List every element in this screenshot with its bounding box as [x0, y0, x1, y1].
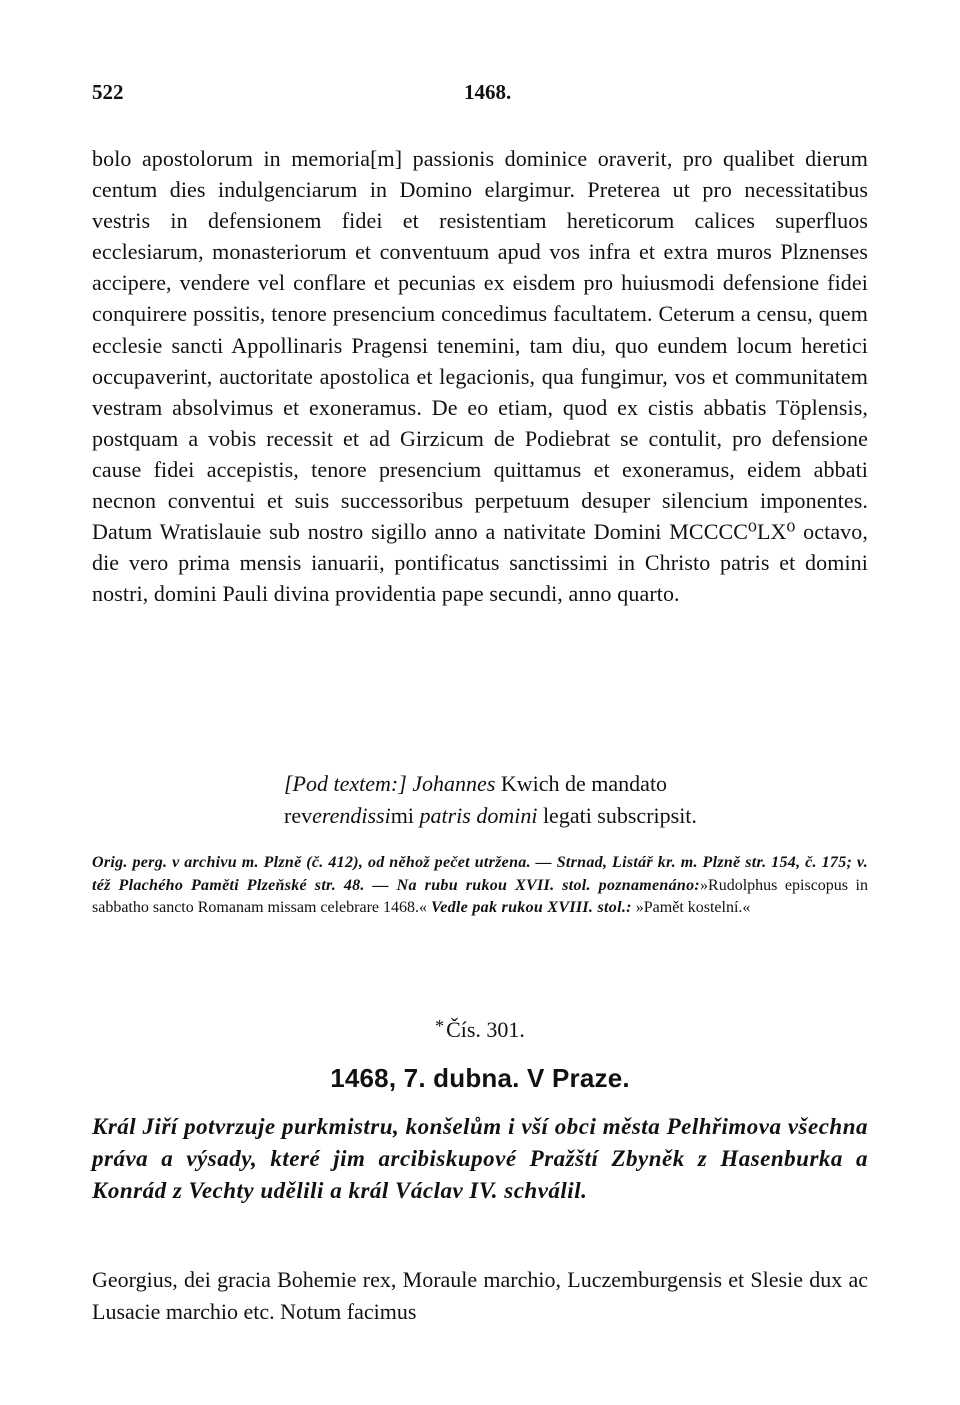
- charter-text: bolo apostolorum in memoria[m] passionis dominice oraverit, pro qualibet dierum centum dies indulgenciarum in Domino elargimur. Preterea ut pro necessitatibus vestris in defensionem fidei et resistentiam hereticorum calices superfluos ecclesiarum, monasteriorum et conventuum apud vos infra et extra muros Plznenses accipere, vendere vel conflare et pecunias ex eisdem pro huiusmodi defensione fidei conquirere possitis, tenore presencium concedimus facultatem. Ceterum a censu, quem ecclesie sancti Appollinaris Pragensi tenemini, tam diu, quo eundem locum heretici occupaverint, auctoritate apostolica et legacionis, qua fungimur, vos et communitatem vestram absolvimus et exoneramus. De eo etiam, quod ex cistis abbatis Töplensis, postquam a vobis recessit et ad Girzicum de Podiebrat se contulit, pro defensione cause fidei accepistis, tenore presencium quittamus et exoneramus, eidem abbati necnon conventui et suis successoribus perpetuum desuper silencium imponentes. Datum Wratislauie sub nostro sigillo anno a nativitate Domini MCCCC⁰LX⁰ octavo, die vero prima mensis ianuarii, pontificatus sanctissimi in Christo patris et domini nostri, domini Pauli divina providentia pape secundi, anno quarto.: [92, 146, 868, 607]
- document-number: [0, 1016, 960, 1043]
- document-text-start: Georgius, dei gracia Bohemie rex, Moraule marchio, Luczemburgensis et Slesie dux ac Lusacie marchio etc. Notum facimus: [92, 1267, 868, 1324]
- source-note-quote-2: »Pamět kostelní.«: [635, 899, 751, 916]
- subscription-note: [284, 768, 874, 832]
- subscriber-name-rest: Kwich de mandato: [500, 771, 668, 796]
- document-date-place: 1468, 7. dubna. V Praze.: [330, 1063, 630, 1093]
- editor-bracket-note: [Pod textem:]: [284, 771, 407, 796]
- source-note: [92, 852, 868, 920]
- subscription-line-1: [284, 768, 874, 800]
- asterisk-mark: *: [435, 1016, 445, 1036]
- document-regest: Král Jiří potvrzuje purkmistru, konšelům i vší obci města Pelhřimova všechna práva a výsady, které jim arcibiskupové Pražští Zbyněk z Hasenburka a Konrád z Vechty udělili a král Václav IV. schválil.: [92, 1114, 868, 1203]
- running-header-year: 1468.: [464, 80, 512, 104]
- source-note-quote-1: »Rudolphus episcopus in sabbatho sancto Romanam missam celebrare 1468.«: [92, 876, 868, 916]
- source-note-later-hand: Vedle pak rukou XVIII. stol.:: [431, 899, 632, 916]
- subscriber-first-name: Johannes: [412, 771, 496, 796]
- page-header: [92, 80, 868, 110]
- source-note-archive: Orig. perg. v archivu m. Plzně (č. 412), od něhož pečet utržena. — Strnad, Listář kr. m. Plzně str. 154, č. 175; v. též Plachého Paměti Plzeňské str. 48. — Na rubu rukou XVII. stol. poznamenáno:: [92, 854, 868, 894]
- page-number: 522: [92, 80, 124, 104]
- document-number-text: Čís. 301.: [446, 1017, 525, 1042]
- subscription-line-2: reverendissimi patris domini legati subscripsit.: [284, 803, 697, 828]
